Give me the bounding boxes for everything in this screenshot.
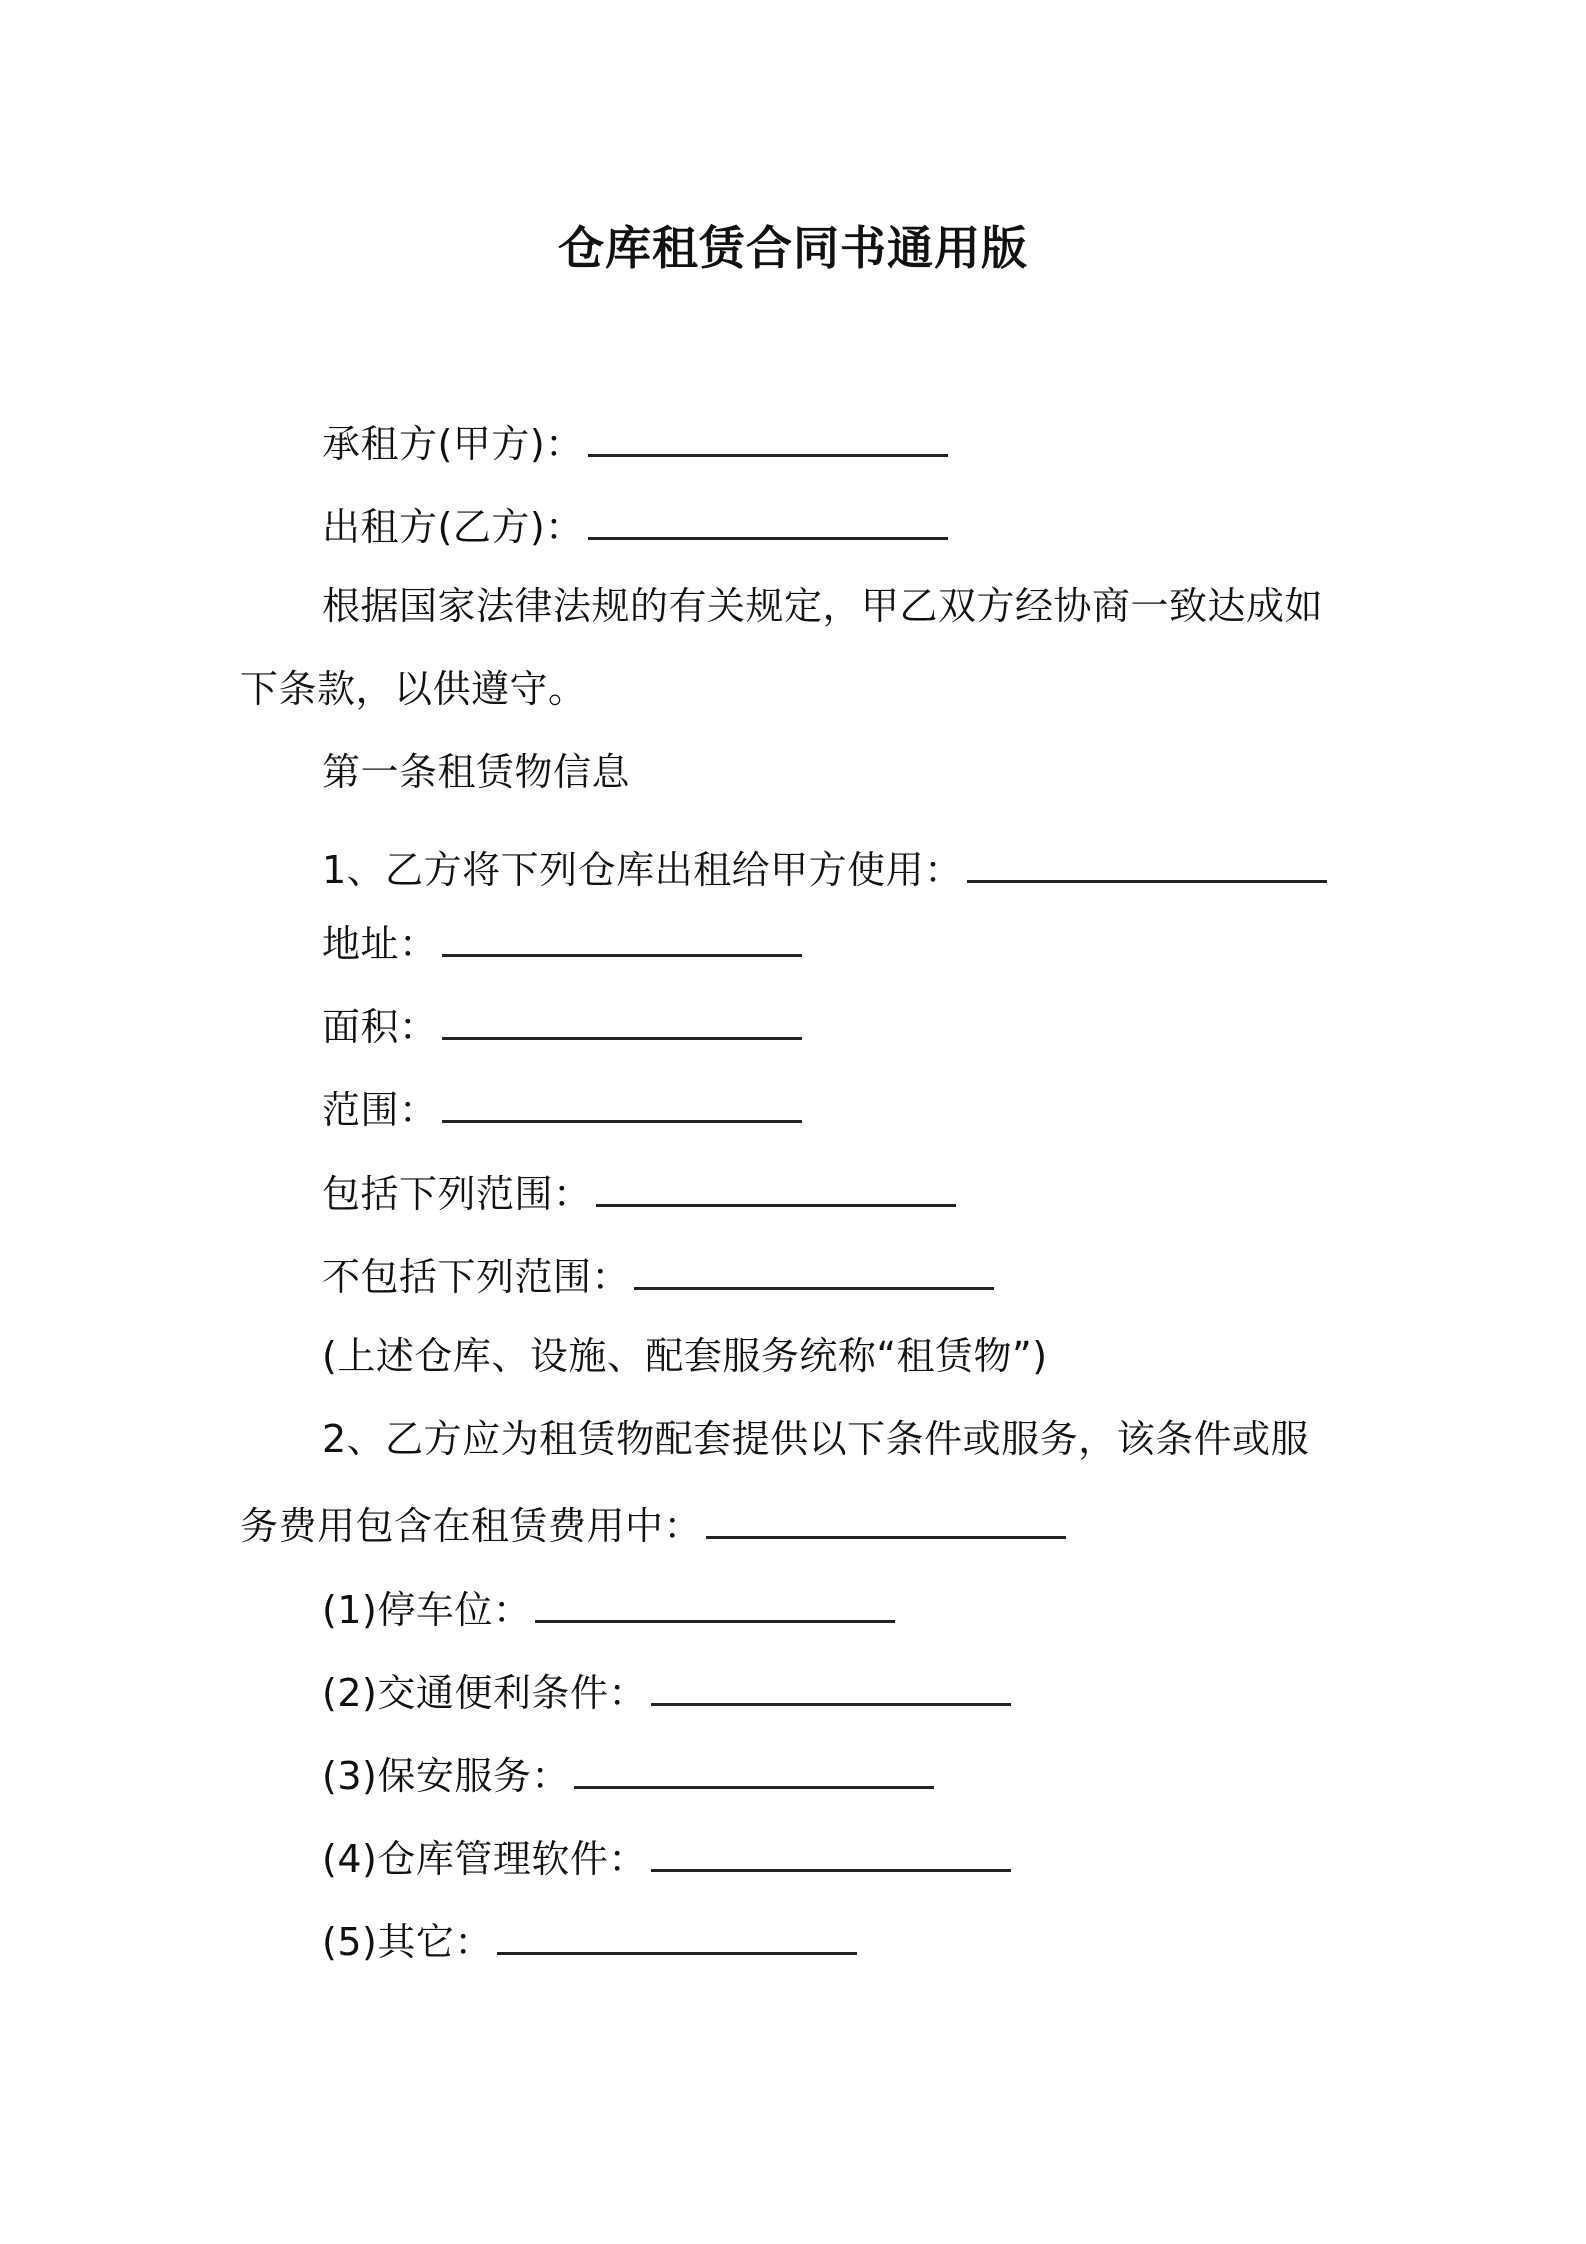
service-security-line <box>322 1746 934 1802</box>
item1-label: 1、乙方将下列仓库出租给甲方使用： <box>322 848 963 892</box>
service-transport-line <box>322 1663 1011 1719</box>
lease-object-note: (上述仓库、设施、配套服务统称“租赁物”) <box>322 1334 1048 1378</box>
lessor-label: 出租方(乙方)： <box>322 505 584 549</box>
includes-label: 包括下列范围： <box>322 1172 592 1216</box>
service-other-blank[interactable] <box>497 1912 857 1955</box>
item2-line-2 <box>240 1496 1066 1552</box>
scope-line <box>322 1080 802 1136</box>
lessor-line <box>322 497 948 553</box>
service-security-label: (3)保安服务： <box>322 1754 570 1798</box>
area-line <box>322 997 802 1053</box>
lessor-blank[interactable] <box>588 497 948 540</box>
service-other-line <box>322 1912 857 1968</box>
area-label: 面积： <box>322 1005 438 1049</box>
address-blank[interactable] <box>442 914 802 957</box>
lessee-blank[interactable] <box>588 414 948 457</box>
lessee-label: 承租方(甲方)： <box>322 422 584 466</box>
excludes-blank[interactable] <box>634 1247 994 1290</box>
area-blank[interactable] <box>442 997 802 1040</box>
scope-blank[interactable] <box>442 1080 802 1123</box>
excludes-label: 不包括下列范围： <box>322 1255 631 1299</box>
lessee-line <box>322 414 948 470</box>
item2-blank[interactable] <box>706 1496 1066 1539</box>
intro-line-1: 根据国家法律法规的有关规定，甲乙双方经协商一致达成如 <box>322 584 1324 628</box>
service-transport-label: (2)交通便利条件： <box>322 1671 647 1715</box>
item2-label: 务费用包含在租赁费用中： <box>240 1504 703 1548</box>
service-transport-blank[interactable] <box>651 1663 1011 1706</box>
service-software-line <box>322 1829 1011 1885</box>
excludes-line <box>322 1247 994 1303</box>
includes-blank[interactable] <box>596 1164 956 1207</box>
service-other-label: (5)其它： <box>322 1920 493 1964</box>
service-software-label: (4)仓库管理软件： <box>322 1837 647 1881</box>
item2-line-1: 2、乙方应为租赁物配套提供以下条件或服务，该条件或服 <box>322 1417 1310 1461</box>
service-parking-line <box>322 1580 895 1636</box>
address-line <box>322 914 802 970</box>
service-parking-label: (1)停车位： <box>322 1588 532 1632</box>
includes-line <box>322 1164 956 1220</box>
service-parking-blank[interactable] <box>535 1580 895 1623</box>
service-software-blank[interactable] <box>651 1829 1011 1872</box>
intro-line-2: 下条款，以供遵守。 <box>240 667 587 711</box>
document-title: 仓库租赁合同书通用版 <box>558 221 1028 275</box>
service-security-blank[interactable] <box>574 1746 934 1789</box>
scope-label: 范围： <box>322 1088 438 1132</box>
article1-heading: 第一条租赁物信息 <box>322 750 631 794</box>
item1-line <box>322 840 1327 896</box>
address-label: 地址： <box>322 922 438 966</box>
item1-blank[interactable] <box>967 840 1327 883</box>
